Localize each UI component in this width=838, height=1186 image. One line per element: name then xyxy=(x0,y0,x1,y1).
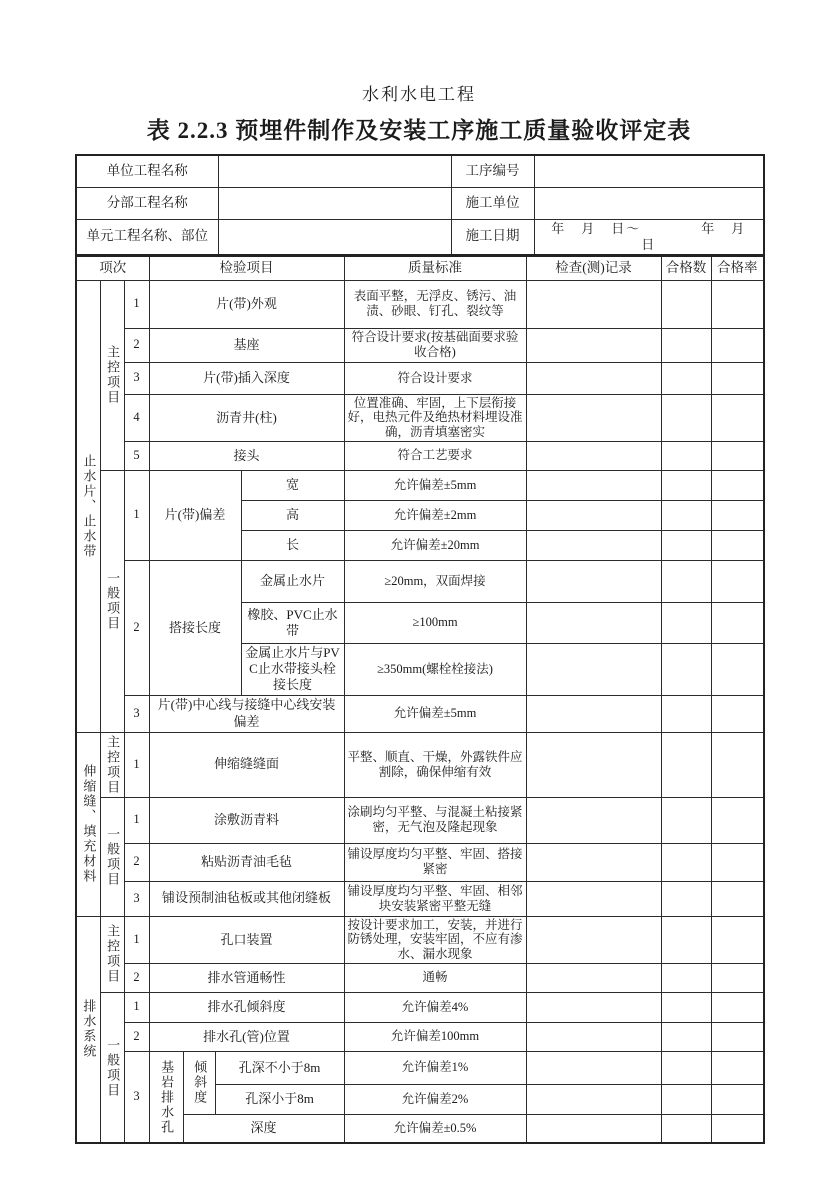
item-cell: 搭接长度 xyxy=(149,560,241,695)
pass-count-cell xyxy=(661,530,711,560)
standard-cell: ≥100mm xyxy=(344,602,526,643)
pass-rate-cell xyxy=(711,1114,764,1143)
table-row xyxy=(76,916,764,963)
section-label-general: 一般项目 xyxy=(100,797,124,916)
pass-rate-cell xyxy=(711,843,764,881)
sub-item-cell: 深度 xyxy=(183,1114,344,1143)
sub-item-cell: 孔深小于8m xyxy=(215,1084,344,1114)
record-cell xyxy=(526,1084,661,1114)
standard-cell: 允许偏差1% xyxy=(344,1051,526,1084)
item-number: 3 xyxy=(124,695,149,732)
pass-count-cell xyxy=(661,1022,711,1051)
record-cell xyxy=(526,1022,661,1051)
table-row xyxy=(76,441,764,470)
record-cell xyxy=(526,1114,661,1143)
pass-rate-cell xyxy=(711,732,764,797)
process-no-value xyxy=(534,155,764,187)
table-row xyxy=(76,470,764,500)
section-label-general: 一般项目 xyxy=(100,470,124,732)
item-cell: 沥青井(柱) xyxy=(149,394,344,441)
group-label-expansion-joint: 伸缩缝、填充材料 xyxy=(76,732,100,916)
inspection-table xyxy=(75,255,765,1144)
section-label-main: 主控项目 xyxy=(100,280,124,470)
item-cell: 基座 xyxy=(149,328,344,362)
record-cell xyxy=(526,280,661,328)
item-cell: 接头 xyxy=(149,441,344,470)
pass-rate-cell xyxy=(711,280,764,328)
pass-count-cell xyxy=(661,280,711,328)
item-cell: 伸缩缝缝面 xyxy=(149,732,344,797)
sub-item-cell: 长 xyxy=(241,530,344,560)
pass-rate-cell xyxy=(711,441,764,470)
document-title: 表 2.2.3 预埋件制作及安装工序施工质量验收评定表 xyxy=(146,118,692,143)
table-row xyxy=(76,362,764,394)
division-project-label: 分部工程名称 xyxy=(76,187,218,219)
standard-cell: 按设计要求加工，安装，并进行防锈处理，安装牢固，不应有渗水、漏水现象 xyxy=(344,916,526,963)
header-row xyxy=(76,256,764,280)
item-number: 2 xyxy=(124,843,149,881)
item-cell: 孔口装置 xyxy=(149,916,344,963)
standard-cell: 允许偏差±0.5% xyxy=(344,1114,526,1143)
pass-count-cell xyxy=(661,963,711,992)
pass-rate-cell xyxy=(711,992,764,1022)
standard-cell: 表面平整，无浮皮、锈污、油渍、砂眼、钉孔、裂纹等 xyxy=(344,280,526,328)
project-info-table xyxy=(75,154,765,256)
item-cell: 片(带)插入深度 xyxy=(149,362,344,394)
pass-count-cell xyxy=(661,470,711,500)
item-number: 4 xyxy=(124,394,149,441)
standard-cell: 符合工艺要求 xyxy=(344,441,526,470)
standard-cell: 允许偏差2% xyxy=(344,1084,526,1114)
table-row xyxy=(76,328,764,362)
division-project-value xyxy=(218,187,451,219)
record-cell xyxy=(526,963,661,992)
item-number: 1 xyxy=(124,797,149,843)
info-row xyxy=(76,155,764,187)
record-cell xyxy=(526,695,661,732)
record-cell xyxy=(526,843,661,881)
pass-rate-cell xyxy=(711,530,764,560)
standard-cell: 允许偏差±20mm xyxy=(344,530,526,560)
contractor-value xyxy=(534,187,764,219)
item-cell: 排水孔倾斜度 xyxy=(149,992,344,1022)
record-cell xyxy=(526,732,661,797)
sub-item-cell: 金属止水片与PVC止水带接头栓接长度 xyxy=(241,643,344,695)
standard-cell: 铺设厚度均匀平整、牢固、相邻块安装紧密平整无缝 xyxy=(344,881,526,916)
item-number: 3 xyxy=(124,1051,149,1143)
pass-count-cell xyxy=(661,881,711,916)
item-number: 2 xyxy=(124,963,149,992)
info-row xyxy=(76,187,764,219)
pass-rate-cell xyxy=(711,560,764,602)
col-header-record: 检查(测)记录 xyxy=(526,256,661,280)
pass-count-cell xyxy=(661,1084,711,1114)
pass-rate-cell xyxy=(711,470,764,500)
table-row xyxy=(76,1051,764,1084)
item-number: 3 xyxy=(124,362,149,394)
record-cell xyxy=(526,797,661,843)
table-row xyxy=(76,881,764,916)
table-row xyxy=(76,843,764,881)
pass-count-cell xyxy=(661,602,711,643)
record-cell xyxy=(526,394,661,441)
pass-count-cell xyxy=(661,1114,711,1143)
element-project-value xyxy=(218,219,451,255)
standard-cell: 允许偏差±5mm xyxy=(344,695,526,732)
pass-rate-cell xyxy=(711,362,764,394)
pass-count-cell xyxy=(661,916,711,963)
sub-item-cell: 宽 xyxy=(241,470,344,500)
item-cell: 粘贴沥青油毛毡 xyxy=(149,843,344,881)
pass-count-cell xyxy=(661,695,711,732)
record-cell xyxy=(526,500,661,530)
group-label-waterstop: 止水片、止水带 xyxy=(76,280,100,732)
table-row xyxy=(76,560,764,602)
pass-count-cell xyxy=(661,843,711,881)
sub-group-label-inclination: 倾斜度 xyxy=(183,1051,215,1114)
sub-item-cell: 孔深不小于8m xyxy=(215,1051,344,1084)
record-cell xyxy=(526,470,661,500)
standard-cell: 允许偏差±2mm xyxy=(344,500,526,530)
unit-project-value xyxy=(218,155,451,187)
item-cell: 片(带)偏差 xyxy=(149,470,241,560)
standard-cell: 允许偏差100mm xyxy=(344,1022,526,1051)
item-cell: 片(带)中心线与接缝中心线安装偏差 xyxy=(149,695,344,732)
record-cell xyxy=(526,328,661,362)
record-cell xyxy=(526,362,661,394)
record-cell xyxy=(526,560,661,602)
pass-rate-cell xyxy=(711,500,764,530)
table-row xyxy=(76,797,764,843)
pass-count-cell xyxy=(661,732,711,797)
item-cell: 排水孔(管)位置 xyxy=(149,1022,344,1051)
pass-rate-cell xyxy=(711,643,764,695)
pass-rate-cell xyxy=(711,1051,764,1084)
pass-rate-cell xyxy=(711,328,764,362)
col-header-pass-count: 合格数 xyxy=(661,256,711,280)
pass-count-cell xyxy=(661,394,711,441)
item-cell: 涂敷沥青料 xyxy=(149,797,344,843)
item-number: 2 xyxy=(124,560,149,695)
record-cell xyxy=(526,441,661,470)
pass-count-cell xyxy=(661,797,711,843)
item-number: 2 xyxy=(124,328,149,362)
group-label-drainage: 排水系统 xyxy=(76,916,100,1143)
pass-rate-cell xyxy=(711,916,764,963)
item-number: 3 xyxy=(124,881,149,916)
item-number: 1 xyxy=(124,992,149,1022)
col-header-item: 检验项目 xyxy=(149,256,344,280)
sub-item-cell: 金属止水片 xyxy=(241,560,344,602)
section-label-main: 主控项目 xyxy=(100,916,124,992)
table-row xyxy=(76,992,764,1022)
record-cell xyxy=(526,530,661,560)
standard-cell: 符合设计要求(按基础面要求验收合格) xyxy=(344,328,526,362)
table-row xyxy=(76,394,764,441)
standard-cell: 位置准确、牢固，上下层衔接好，电热元件及绝热材料埋设准确，沥青填塞密实 xyxy=(344,394,526,441)
standard-cell: 平整、顺直、干燥，外露铁件应割除，确保伸缩有效 xyxy=(344,732,526,797)
pass-count-cell xyxy=(661,362,711,394)
record-cell xyxy=(526,916,661,963)
pass-rate-cell xyxy=(711,394,764,441)
standard-cell: 通畅 xyxy=(344,963,526,992)
record-cell xyxy=(526,881,661,916)
pass-count-cell xyxy=(661,328,711,362)
pass-count-cell xyxy=(661,643,711,695)
record-cell xyxy=(526,643,661,695)
col-header-standard: 质量标准 xyxy=(344,256,526,280)
item-number: 1 xyxy=(124,732,149,797)
process-no-label: 工序编号 xyxy=(451,155,534,187)
standard-cell: 允许偏差±5mm xyxy=(344,470,526,500)
sub-item-cell: 高 xyxy=(241,500,344,530)
item-number: 1 xyxy=(124,916,149,963)
item-number: 1 xyxy=(124,470,149,560)
element-project-label: 单元工程名称、部位 xyxy=(76,219,218,255)
item-number: 1 xyxy=(124,280,149,328)
section-label-main: 主控项目 xyxy=(100,732,124,797)
construction-date-value: 年 月 日～ 年 月 日 xyxy=(534,219,764,255)
record-cell xyxy=(526,1051,661,1084)
pass-rate-cell xyxy=(711,797,764,843)
standard-cell: ≥350mm(螺栓栓接法) xyxy=(344,643,526,695)
contractor-label: 施工单位 xyxy=(451,187,534,219)
item-number: 5 xyxy=(124,441,149,470)
table-row xyxy=(76,1022,764,1051)
info-row xyxy=(76,219,764,255)
section-label-general: 一般项目 xyxy=(100,992,124,1143)
item-cell: 排水管通畅性 xyxy=(149,963,344,992)
table-row xyxy=(76,732,764,797)
record-cell xyxy=(526,992,661,1022)
pass-rate-cell xyxy=(711,963,764,992)
document-supertitle: 水利水电工程 xyxy=(362,85,476,104)
pass-rate-cell xyxy=(711,695,764,732)
col-header-index: 项次 xyxy=(76,256,149,280)
pass-count-cell xyxy=(661,560,711,602)
pass-count-cell xyxy=(661,992,711,1022)
pass-rate-cell xyxy=(711,881,764,916)
record-cell xyxy=(526,602,661,643)
table-row xyxy=(76,695,764,732)
standard-cell: 允许偏差4% xyxy=(344,992,526,1022)
sub-item-cell: 橡胶、PVC止水带 xyxy=(241,602,344,643)
pass-count-cell xyxy=(661,1051,711,1084)
standard-cell: 铺设厚度均匀平整、牢固、搭接紧密 xyxy=(344,843,526,881)
item-cell: 片(带)外观 xyxy=(149,280,344,328)
pass-count-cell xyxy=(661,441,711,470)
pass-rate-cell xyxy=(711,1084,764,1114)
unit-project-label: 单位工程名称 xyxy=(76,155,218,187)
table-row xyxy=(76,963,764,992)
item-cell: 铺设预制油毡板或其他闭缝板 xyxy=(149,881,344,916)
standard-cell: 符合设计要求 xyxy=(344,362,526,394)
construction-date-label: 施工日期 xyxy=(451,219,534,255)
col-header-pass-rate: 合格率 xyxy=(711,256,764,280)
item-label-bedrock-drain-hole: 基岩排水孔 xyxy=(149,1051,183,1143)
item-number: 2 xyxy=(124,1022,149,1051)
standard-cell: 涂刷均匀平整、与混凝土粘接紧密，无气泡及隆起现象 xyxy=(344,797,526,843)
pass-rate-cell xyxy=(711,602,764,643)
table-row xyxy=(76,280,764,328)
pass-rate-cell xyxy=(711,1022,764,1051)
pass-count-cell xyxy=(661,500,711,530)
standard-cell: ≥20mm，双面焊接 xyxy=(344,560,526,602)
